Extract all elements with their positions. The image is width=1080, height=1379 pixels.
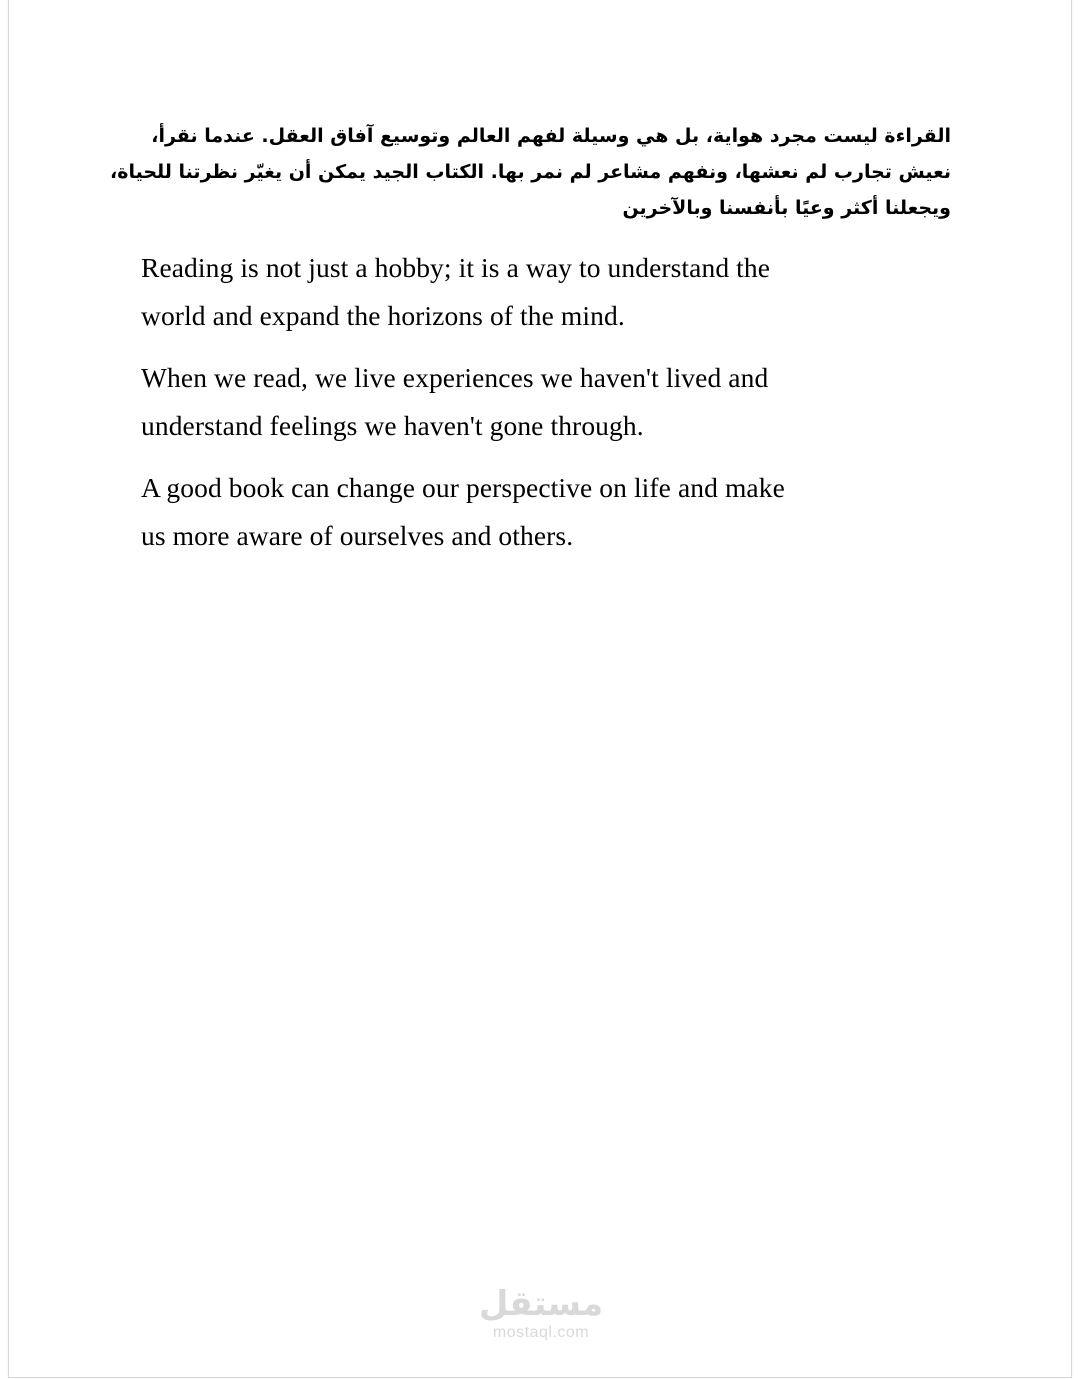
arabic-line: نعيش تجارب لم نعشها، ونفهم مشاعر لم نمر بها. الكتاب الجيد يمكن أن يغيّر نظرتنا للحياة، bbox=[110, 161, 951, 183]
english-line: understand feelings we haven't gone through. bbox=[141, 410, 644, 441]
arabic-paragraph bbox=[110, 118, 951, 226]
english-paragraph-1 bbox=[141, 244, 961, 340]
watermark-logo: مستقل bbox=[478, 1284, 604, 1324]
english-line: world and expand the horizons of the mind. bbox=[141, 300, 625, 331]
english-line: Reading is not just a hobby; it is a way to understand the bbox=[141, 252, 771, 283]
english-paragraph-3 bbox=[141, 464, 961, 560]
english-paragraph-2 bbox=[141, 354, 961, 450]
arabic-line: القراءة ليست مجرد هواية، بل هي وسيلة لفهم العالم وتوسيع آفاق العقل. عندما نقرأ، bbox=[151, 125, 951, 147]
english-text-block bbox=[141, 244, 961, 574]
arabic-line: ويجعلنا أكثر وعيًا بأنفسنا وبالآخرين bbox=[622, 197, 951, 219]
english-line: When we read, we live experiences we haven't lived and bbox=[141, 362, 769, 393]
watermark-url: mostaql.com bbox=[492, 1324, 590, 1341]
english-line: A good book can change our perspective on life and make bbox=[141, 472, 785, 503]
mostaql-watermark bbox=[466, 1284, 616, 1342]
document-page bbox=[8, 0, 1072, 1378]
english-line: us more aware of ourselves and others. bbox=[141, 520, 574, 551]
